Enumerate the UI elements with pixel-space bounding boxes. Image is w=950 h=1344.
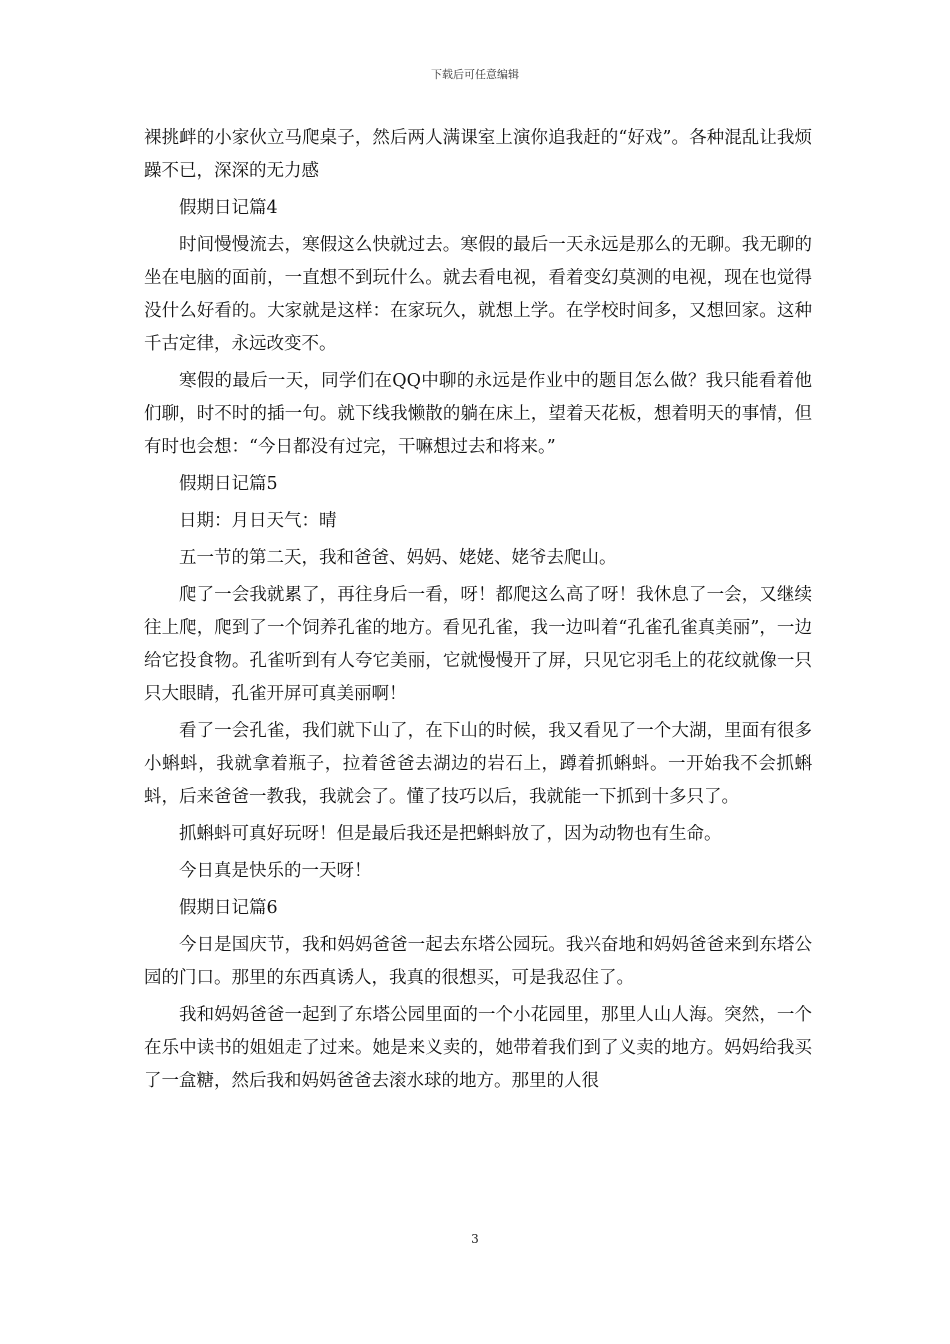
page-header: 下载后可任意编辑: [431, 68, 519, 81]
document-body: [144, 122, 812, 1098]
paragraph: 裸挑衅的小家伙立马爬桌子，然后两人满课室上演你追我赶的“好戏”。各种混乱让我烦躁不已，深深的无力感: [144, 128, 812, 181]
page-number: 3: [471, 1232, 479, 1246]
section-heading: 假期日记篇6: [179, 898, 278, 918]
paragraph: 寒假的最后一天，同学们在QQ中聊的永远是作业中的题目怎么做？我只能看着他们聊，时不时的插一句。就下线我懒散的躺在床上，望着天花板，想着明天的事情，但有时也会想：“今日都没有过完，干嘛想过去和将来。”: [144, 371, 812, 457]
paragraph: 看了一会孔雀，我们就下山了，在下山的时候，我又看见了一个大湖，里面有很多小蝌蚪，我就拿着瓶子，拉着爸爸去湖边的岩石上，蹲着抓蝌蚪。一开始我不会抓蝌蚪，后来爸爸一教我，我就会了。懂了技巧以后，我就能一下抓到十多只了。: [144, 721, 812, 807]
section-heading: 假期日记篇4: [179, 198, 278, 218]
paragraph: 今日是国庆节，我和妈妈爸爸一起去东塔公园玩。我兴奋地和妈妈爸爸来到东塔公园的门口。那里的东西真诱人，我真的很想买，可是我忍住了。: [144, 935, 812, 988]
paragraph: 抓蝌蚪可真好玩呀！但是最后我还是把蝌蚪放了，因为动物也有生命。: [179, 824, 722, 844]
paragraph: 五一节的第二天，我和爸爸、妈妈、姥姥、姥爷去爬山。: [179, 548, 617, 568]
paragraph: 我和妈妈爸爸一起到了东塔公园里面的一个小花园里，那里人山人海。突然，一个在乐中读书的姐姐走了过来。她是来义卖的，她带着我们到了义卖的地方。妈妈给我买了一盒糖，然后我和妈妈爸爸去滚水球的地方。那里的人很: [144, 1005, 812, 1091]
paragraph: 日期：月日天气：晴: [179, 511, 337, 531]
paragraph: 今日真是快乐的一天呀！: [179, 861, 372, 881]
paragraph: 时间慢慢流去，寒假这么快就过去。寒假的最后一天永远是那么的无聊。我无聊的坐在电脑的面前，一直想不到玩什么。就去看电视，看着变幻莫测的电视，现在也觉得没什么好看的。大家就是这样：在家玩久，就想上学。在学校时间多，又想回家。这种千古定律，永远改变不。: [144, 235, 812, 354]
section-heading: 假期日记篇5: [179, 474, 278, 494]
paragraph: 爬了一会我就累了，再往身后一看，呀！都爬这么高了呀！我休息了一会，又继续往上爬，爬到了一个饲养孔雀的地方。看见孔雀，我一边叫着“孔雀孔雀真美丽”，一边给它投食物。孔雀听到有人夸它美丽，它就慢慢开了屏，只见它羽毛上的花纹就像一只只大眼睛，孔雀开屏可真美丽啊！: [144, 585, 812, 704]
